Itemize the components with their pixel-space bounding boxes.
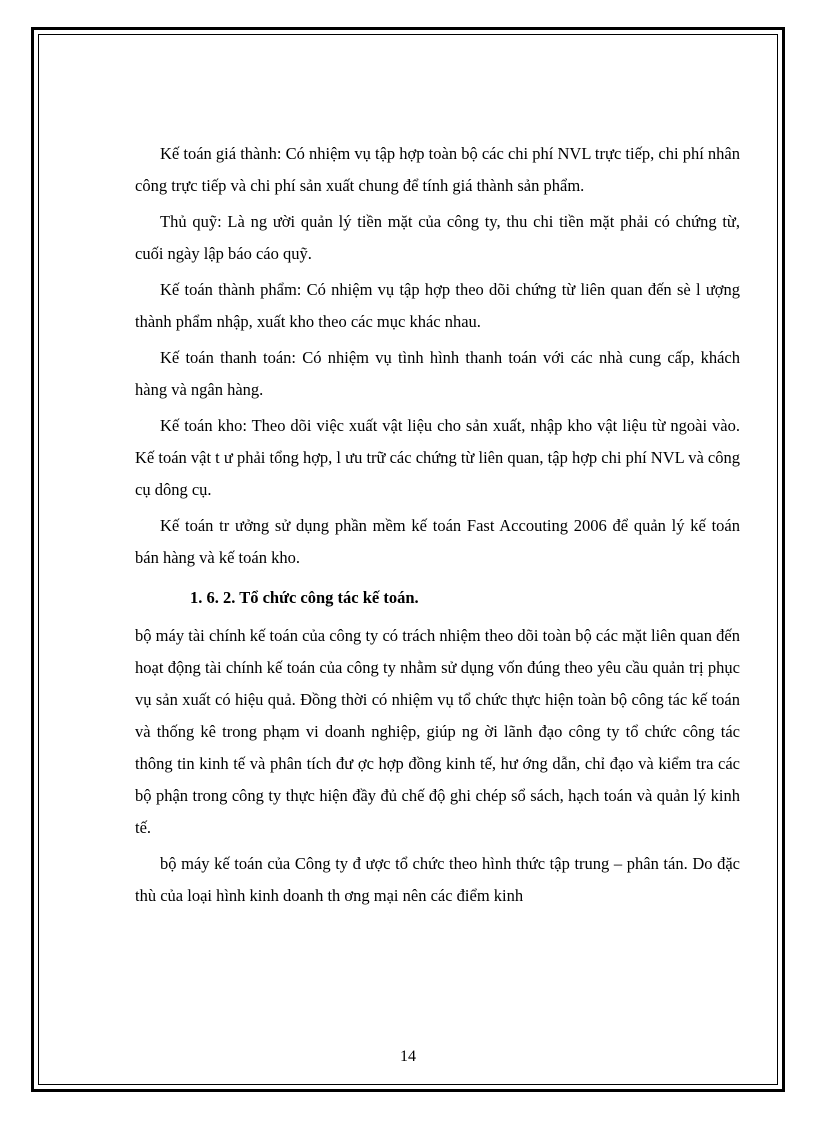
paragraph-thu-quy: Thủ quỹ: Là ng ười quản lý tiền mặt của công ty, thu chi tiền mặt phải có chứng từ, cuối ngày lập báo cáo quỹ.	[135, 212, 740, 263]
section-heading: 1. 6. 2. Tổ chức công tác kế toán.	[190, 588, 419, 607]
paragraph-ke-toan-kho: Kế toán kho: Theo dõi việc xuất vật liệu cho sản xuất, nhập kho vật liệu từ ngoài vào. Kế toán vật t ư phải tổng hợp, l ưu trữ các chứng từ liên quan, tập hợp chi phí NVL và công cụ dông cụ.	[135, 416, 740, 499]
paragraph-ke-toan-thanh-toan: Kế toán thanh toán: Có nhiệm vụ tình hình thanh toán với các nhà cung cấp, khách hàng và ngân hàng.	[135, 348, 740, 399]
document-body	[135, 138, 740, 916]
paragraph-bo-may-ke-toan: bộ máy kế toán của Công ty đ ược tổ chức theo hình thức tập trung – phân tán. Do đặc thù của loại hình kinh doanh th ơng mại nên các điểm kinh	[135, 854, 740, 905]
paragraph-bo-may-tai-chinh: bộ máy tài chính kế toán của công ty có trách nhiệm theo dõi toàn bộ các mặt liên quan đến hoạt động tài chính kế toán của công ty nhằm sử dụng vốn đúng theo yêu cầu quản trị phục vụ sản xuất có hiệu quả. Đồng thời có nhiệm vụ tổ chức thực hiện toàn bộ công tác kế toán và thống kê trong phạm vi doanh nghiệp, giúp ng ời lãnh đạo công ty tổ chức công tác thông tin kinh tế và phân tích đư ợc hợp đồng kinh tế, hư ớng dẫn, chỉ đạo và kiểm tra các bộ phận trong công ty thực hiện đầy đủ chế độ ghi chép sổ sách, hạch toán và quản lý kinh tế.	[135, 626, 740, 837]
paragraph-ke-toan-truong: Kế toán tr ưởng sử dụng phần mềm kế toán Fast Accouting 2006 để quản lý kế toán bán hàng và kế toán kho.	[135, 516, 740, 567]
paragraph-ke-toan-gia-thanh: Kế toán giá thành: Có nhiệm vụ tập hợp toàn bộ các chi phí NVL trực tiếp, chi phí nhân công trực tiếp và chi phí sản xuất chung để tính giá thành sản phẩm.	[135, 144, 740, 195]
paragraph-ke-toan-thanh-pham: Kế toán thành phẩm: Có nhiệm vụ tập hợp theo dõi chứng từ liên quan đến sè l ượng thành phẩm nhập, xuất kho theo các mục khác nhau.	[135, 280, 740, 331]
page-number: 14	[400, 1048, 416, 1065]
